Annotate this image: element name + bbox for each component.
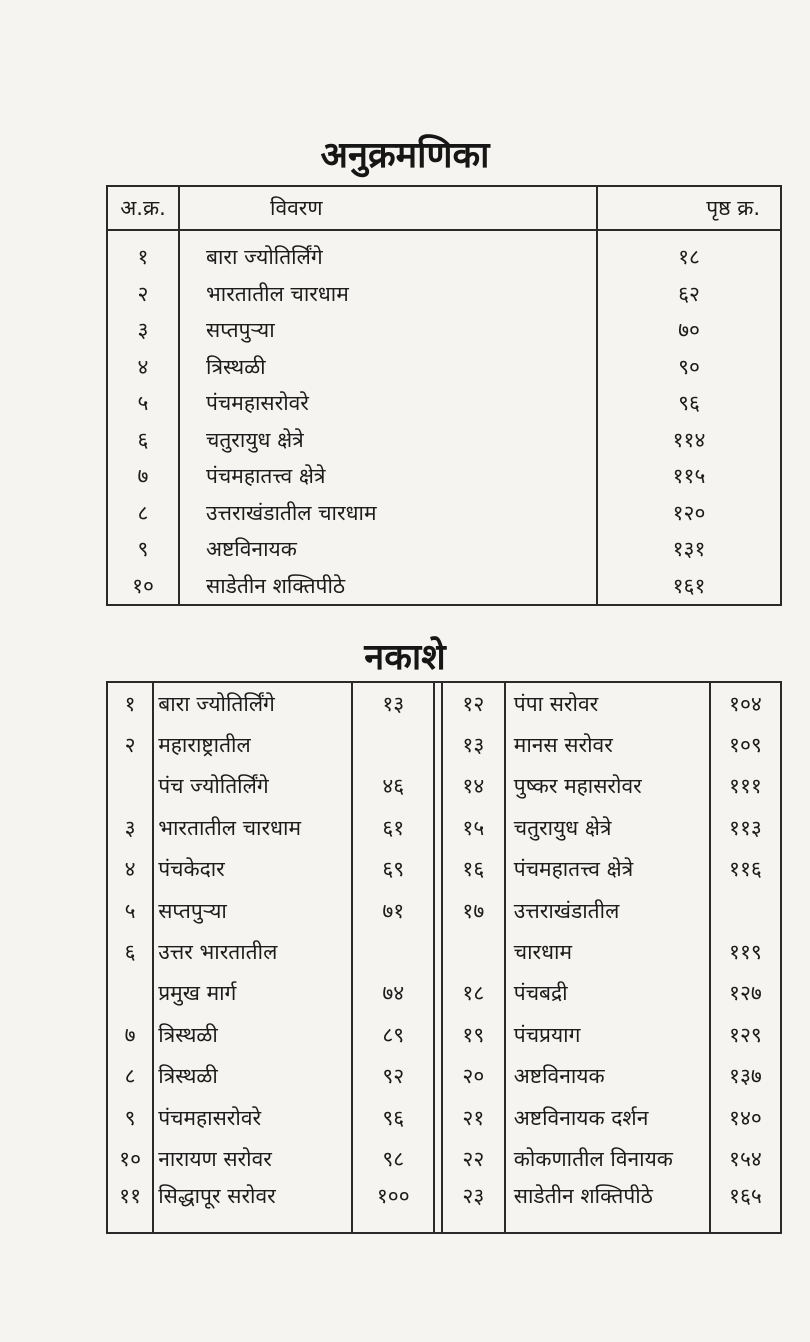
- right-serial-number: १३: [442, 724, 505, 765]
- left-serial-number: [107, 766, 153, 807]
- table-row: [107, 1056, 781, 1097]
- column-divider: [434, 1097, 442, 1138]
- left-serial-number: ६: [107, 931, 153, 972]
- left-page-number: ८९: [382, 1022, 405, 1047]
- left-page-number: ७४: [382, 981, 405, 1006]
- column-divider: [434, 1138, 442, 1179]
- page-number: १८: [678, 245, 700, 270]
- serial-number: १: [107, 230, 179, 276]
- column-divider: [434, 682, 442, 724]
- right-map-title: पुष्कर महासरोवर: [505, 766, 710, 807]
- left-page-number: ४६: [382, 774, 405, 799]
- left-map-title: भारतातील चारधाम: [153, 807, 352, 848]
- right-serial-number: २३: [442, 1180, 505, 1233]
- table-row: [107, 312, 781, 349]
- left-page-number: ९२: [382, 1064, 405, 1089]
- left-map-title: पंचमहासरोवरे: [153, 1097, 352, 1138]
- right-page-number: १२७: [729, 981, 762, 1006]
- column-divider: [434, 1180, 442, 1233]
- column-divider: [434, 807, 442, 848]
- right-serial-number: १४: [442, 766, 505, 807]
- left-serial-number: ३: [107, 807, 153, 848]
- entry-title: उत्तराखंडातील चारधाम: [179, 495, 597, 532]
- table-row: [107, 458, 781, 495]
- table-row: [107, 724, 781, 765]
- right-map-title: पंचबद्री: [505, 973, 710, 1014]
- left-page-number: [352, 724, 434, 765]
- table-row: [107, 568, 781, 606]
- right-map-title: पंचमहातत्त्व क्षेत्रे: [505, 849, 710, 890]
- right-serial-number: १२: [442, 682, 505, 724]
- right-page-number: ११३: [729, 815, 762, 840]
- left-page-number: १००: [376, 1183, 410, 1208]
- column-divider: [434, 931, 442, 972]
- table-row: [107, 422, 781, 459]
- right-serial-number: १६: [442, 849, 505, 890]
- left-map-title: महाराष्ट्रातील: [153, 724, 352, 765]
- serial-number: १०: [107, 568, 179, 606]
- table-row: [107, 1138, 781, 1179]
- table-row: [107, 531, 781, 568]
- serial-number: ८: [107, 495, 179, 532]
- maps-table: [106, 681, 782, 1234]
- right-serial-number: १९: [442, 1014, 505, 1055]
- entry-title: अष्टविनायक: [179, 531, 597, 568]
- right-serial-number: २०: [442, 1056, 505, 1097]
- header-serial: अ.क्र.: [107, 186, 179, 230]
- right-map-title: चतुरायुध क्षेत्रे: [505, 807, 710, 848]
- page-number: १२०: [672, 500, 706, 525]
- right-page-number: [710, 890, 781, 931]
- serial-number: ५: [107, 385, 179, 422]
- page-number: १३१: [672, 537, 706, 562]
- entry-title: पंचमहातत्त्व क्षेत्रे: [179, 458, 597, 495]
- left-map-title: प्रमुख मार्ग: [153, 973, 352, 1014]
- table-row: [107, 349, 781, 386]
- entry-title: बारा ज्योतिर्लिंगे: [179, 230, 597, 276]
- table-row: [107, 385, 781, 422]
- column-divider: [434, 849, 442, 890]
- table-row: [107, 849, 781, 890]
- left-serial-number: ५: [107, 890, 153, 931]
- serial-number: ६: [107, 422, 179, 459]
- serial-number: ९: [107, 531, 179, 568]
- right-page-number: ११६: [729, 857, 762, 882]
- right-page-number: १२९: [729, 1022, 762, 1047]
- index-header-row: [107, 186, 781, 230]
- left-page-number: ९८: [382, 1146, 405, 1171]
- table-row: [107, 1014, 781, 1055]
- table-row: [107, 230, 781, 276]
- right-serial-number: १५: [442, 807, 505, 848]
- left-serial-number: १०: [107, 1138, 153, 1179]
- left-serial-number: ४: [107, 849, 153, 890]
- entry-title: सप्तपुऱ्या: [179, 312, 597, 349]
- page-number: ९६: [678, 391, 700, 416]
- left-page-number: ७१: [382, 898, 405, 923]
- table-row: [107, 682, 781, 724]
- column-divider: [434, 766, 442, 807]
- index-table: [106, 185, 782, 606]
- right-map-title: अष्टविनायक दर्शन: [505, 1097, 710, 1138]
- right-map-title: चारधाम: [505, 931, 710, 972]
- table-row: [107, 1180, 781, 1233]
- left-serial-number: ७: [107, 1014, 153, 1055]
- left-map-title: त्रिस्थळी: [153, 1056, 352, 1097]
- left-map-title: सिद्धापूर सरोवर: [153, 1180, 352, 1233]
- left-page-number: ६१: [382, 815, 405, 840]
- table-row: [107, 766, 781, 807]
- right-page-number: १३७: [729, 1064, 762, 1089]
- left-map-title: बारा ज्योतिर्लिंगे: [153, 682, 352, 724]
- header-description: विवरण: [179, 186, 597, 230]
- maps-title: नकाशे: [364, 637, 446, 678]
- index-title: अनुक्रमणिका: [320, 135, 490, 176]
- serial-number: ७: [107, 458, 179, 495]
- right-map-title: पंपा सरोवर: [505, 682, 710, 724]
- entry-title: चतुरायुध क्षेत्रे: [179, 422, 597, 459]
- entry-title: साडेतीन शक्तिपीठे: [179, 568, 597, 606]
- right-serial-number: १७: [442, 890, 505, 931]
- right-serial-number: [442, 931, 505, 972]
- column-divider: [434, 973, 442, 1014]
- left-map-title: सप्तपुऱ्या: [153, 890, 352, 931]
- table-row: [107, 495, 781, 532]
- column-divider: [434, 890, 442, 931]
- right-page-number: १६५: [729, 1183, 762, 1208]
- right-map-title: पंचप्रयाग: [505, 1014, 710, 1055]
- left-map-title: त्रिस्थळी: [153, 1014, 352, 1055]
- entry-title: भारतातील चारधाम: [179, 276, 597, 313]
- page-number: ९०: [678, 354, 700, 379]
- table-row: [107, 931, 781, 972]
- column-divider: [434, 1014, 442, 1055]
- right-page-number: १०९: [729, 733, 762, 758]
- column-divider: [434, 1056, 442, 1097]
- left-page-number: ६९: [382, 857, 405, 882]
- left-serial-number: ८: [107, 1056, 153, 1097]
- right-page-number: १०४: [729, 691, 762, 716]
- page-number: ११४: [672, 427, 706, 452]
- right-page-number: १४०: [729, 1105, 762, 1130]
- page-number: १६१: [672, 573, 706, 598]
- right-map-title: अष्टविनायक: [505, 1056, 710, 1097]
- table-row: [107, 1097, 781, 1138]
- right-serial-number: २२: [442, 1138, 505, 1179]
- left-map-title: पंचकेदार: [153, 849, 352, 890]
- table-row: [107, 807, 781, 848]
- page-number: ७०: [678, 318, 700, 343]
- right-map-title: मानस सरोवर: [505, 724, 710, 765]
- right-serial-number: २१: [442, 1097, 505, 1138]
- left-page-number: १३: [382, 691, 405, 716]
- left-serial-number: ९: [107, 1097, 153, 1138]
- left-map-title: पंच ज्योतिर्लिंगे: [153, 766, 352, 807]
- left-serial-number: ११: [107, 1180, 153, 1233]
- left-serial-number: १: [107, 682, 153, 724]
- left-page-number: ९६: [382, 1105, 405, 1130]
- left-serial-number: २: [107, 724, 153, 765]
- table-row: [107, 973, 781, 1014]
- right-serial-number: १८: [442, 973, 505, 1014]
- right-page-number: १५४: [729, 1146, 762, 1171]
- entry-title: पंचमहासरोवरे: [179, 385, 597, 422]
- column-divider: [434, 724, 442, 765]
- right-map-title: उत्तराखंडातील: [505, 890, 710, 931]
- serial-number: ३: [107, 312, 179, 349]
- header-page: पृष्ठ क्र.: [597, 186, 781, 230]
- left-map-title: उत्तर भारतातील: [153, 931, 352, 972]
- serial-number: २: [107, 276, 179, 313]
- left-serial-number: [107, 973, 153, 1014]
- right-map-title: कोकणातील विनायक: [505, 1138, 710, 1179]
- right-page-number: १११: [729, 774, 762, 799]
- left-page-number: [352, 931, 434, 972]
- table-row: [107, 276, 781, 313]
- right-map-title: साडेतीन शक्तिपीठे: [505, 1180, 710, 1233]
- entry-title: त्रिस्थळी: [179, 349, 597, 386]
- serial-number: ४: [107, 349, 179, 386]
- right-page-number: ११९: [729, 940, 762, 965]
- table-row: [107, 890, 781, 931]
- page-number: ६२: [678, 281, 700, 306]
- page-number: ११५: [672, 464, 706, 489]
- left-map-title: नारायण सरोवर: [153, 1138, 352, 1179]
